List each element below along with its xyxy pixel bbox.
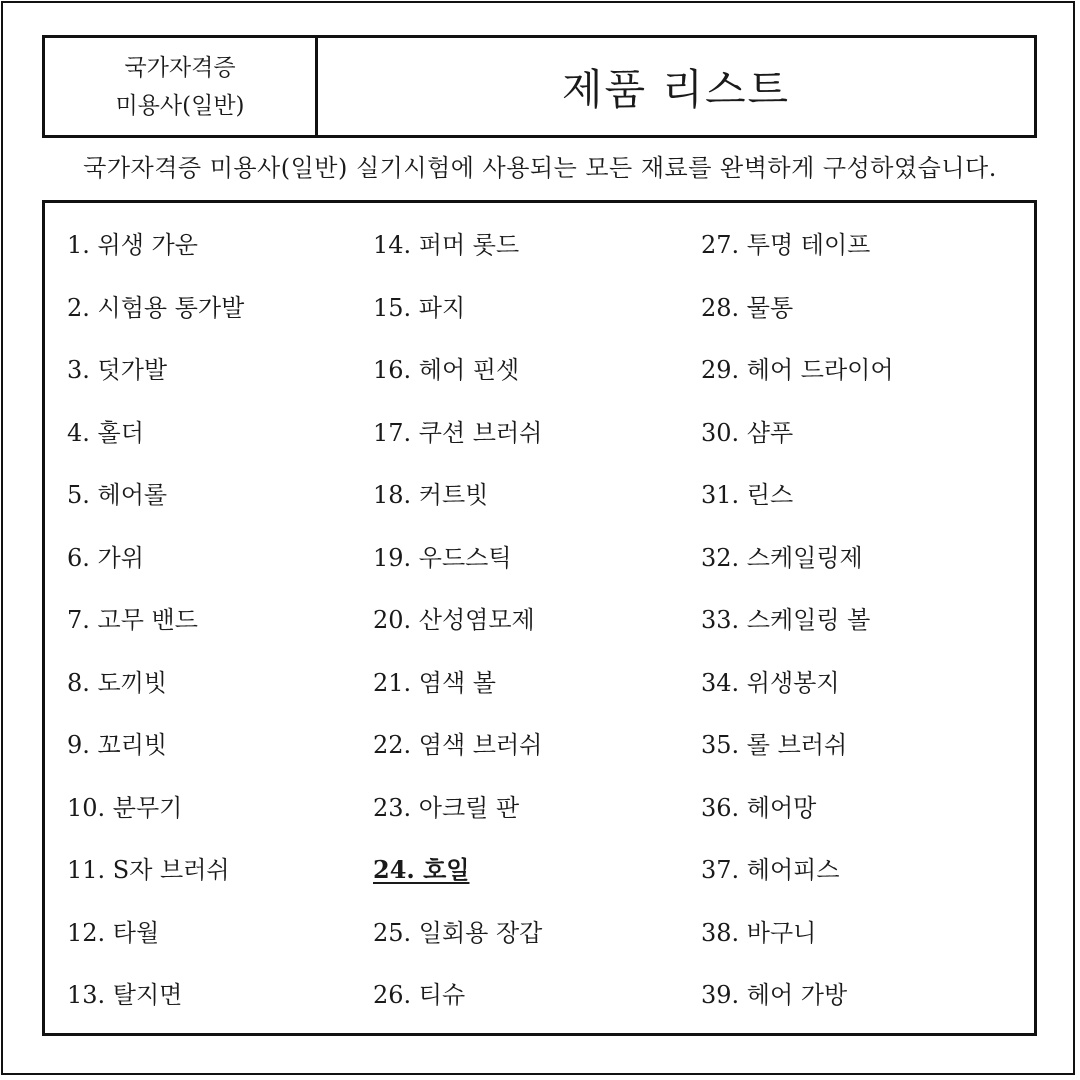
list-item: 7. 고무 밴드 — [67, 606, 198, 634]
list-item: 31. 린스 — [701, 481, 794, 509]
list-item: 35. 롤 브러쉬 — [701, 731, 848, 759]
certification-line-1: 국가자격증 — [124, 54, 236, 81]
list-item: 9. 꼬리빗 — [67, 731, 168, 759]
list-item: 1. 위생 가운 — [67, 231, 198, 259]
list-item: 27. 투명 테이프 — [701, 231, 871, 259]
list-item: 2. 시험용 통가발 — [67, 293, 245, 322]
list-item: 21. 염색 볼 — [373, 668, 496, 697]
page-title: 제품 리스트 — [561, 64, 791, 114]
list-item: 29. 헤어 드라이어 — [701, 356, 894, 384]
product-column-1 — [67, 223, 244, 1036]
list-item: 12. 타월 — [67, 918, 160, 947]
list-item: 15. 파지 — [373, 293, 466, 322]
list-item: 38. 바구니 — [701, 918, 817, 947]
list-item: 37. 헤어피스 — [701, 856, 840, 884]
list-item: 34. 위생봉지 — [701, 668, 840, 697]
list-item: 28. 물통 — [701, 293, 794, 322]
list-item: 13. 탈지면 — [67, 981, 183, 1009]
certification-line-2: 미용사(일반) — [115, 92, 245, 119]
list-item: 33. 스케일링 볼 — [701, 606, 871, 634]
product-column-3 — [701, 223, 894, 1036]
list-item: 23. 아크릴 판 — [373, 793, 520, 822]
list-item: 39. 헤어 가방 — [701, 981, 848, 1009]
list-item: 14. 퍼머 롯드 — [373, 231, 520, 259]
list-item: 18. 커트빗 — [373, 481, 489, 509]
product-list — [42, 200, 1037, 1036]
product-column-2 — [373, 223, 542, 1036]
list-item: 20. 산성염모제 — [373, 606, 535, 634]
list-item: 22. 염색 브러쉬 — [373, 731, 543, 759]
list-item: 25. 일회용 장갑 — [373, 918, 543, 947]
list-item: 19. 우드스틱 — [373, 543, 512, 572]
list-item: 4. 홀더 — [67, 418, 144, 447]
list-item: 16. 헤어 핀셋 — [373, 356, 520, 384]
list-item: 10. 분무기 — [67, 793, 183, 822]
subtitle: 국가자격증 미용사(일반) 실기시험에 사용되는 모든 재료를 완벽하게 구성하였습니다. — [83, 154, 997, 182]
list-item: 17. 쿠션 브러쉬 — [373, 418, 543, 447]
list-item: 8. 도끼빗 — [67, 668, 168, 697]
list-item: 5. 헤어롤 — [67, 481, 168, 509]
certification-label — [45, 38, 318, 135]
list-item: 6. 가위 — [67, 543, 144, 572]
list-item: 26. 티슈 — [373, 981, 466, 1009]
list-item: 11. S자 브러쉬 — [67, 856, 230, 884]
header-box — [42, 35, 1037, 138]
list-item-highlighted: 24. 호일 — [373, 855, 470, 884]
list-item: 32. 스케일링제 — [701, 543, 863, 572]
list-item: 3. 덧가발 — [67, 356, 168, 384]
list-item: 30. 샴푸 — [701, 418, 794, 447]
list-item: 36. 헤어망 — [701, 793, 817, 822]
